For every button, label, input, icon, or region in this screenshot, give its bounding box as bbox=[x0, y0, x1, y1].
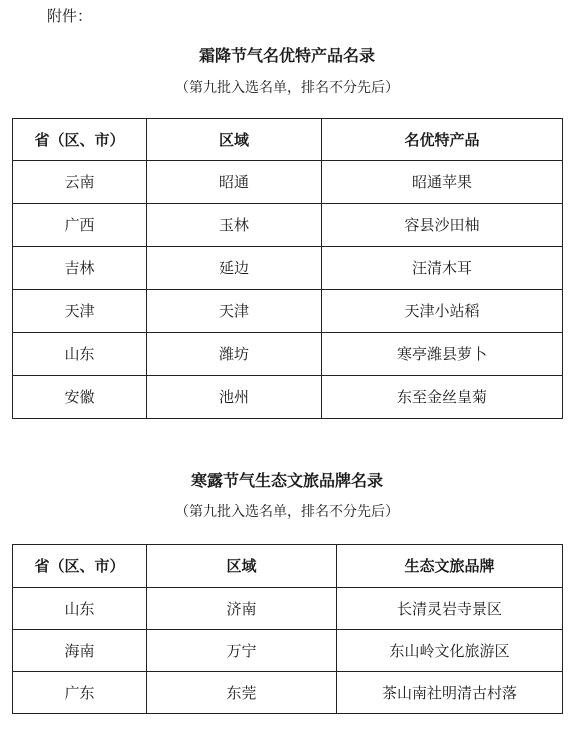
table-header-row bbox=[13, 119, 563, 161]
cell-province: 海南 bbox=[13, 630, 147, 672]
cell-region: 东莞 bbox=[147, 672, 337, 714]
cell-province: 广东 bbox=[13, 672, 147, 714]
table-row bbox=[13, 333, 563, 376]
cell-product: 汪清木耳 bbox=[322, 247, 563, 290]
cell-region: 延边 bbox=[147, 247, 322, 290]
cell-province: 吉林 bbox=[13, 247, 147, 290]
section1-title: 霜降节气名优特产品名录 bbox=[198, 46, 375, 65]
header-region: 区域 bbox=[147, 545, 337, 588]
cell-product: 寒亭潍县萝卜 bbox=[322, 333, 563, 376]
table-row bbox=[13, 161, 563, 204]
cell-province: 天津 bbox=[13, 290, 147, 333]
header-region: 区域 bbox=[147, 119, 322, 161]
cell-region: 万宁 bbox=[147, 630, 337, 672]
table-row bbox=[13, 290, 563, 333]
cell-region: 玉林 bbox=[147, 204, 322, 247]
cell-province: 山东 bbox=[13, 333, 147, 376]
attachment-label: 附件： bbox=[47, 7, 93, 25]
header-province: 省（区、市） bbox=[13, 545, 147, 588]
cell-province: 山东 bbox=[13, 588, 147, 630]
table-row bbox=[13, 672, 563, 714]
products-table bbox=[12, 118, 563, 419]
cell-brand: 东山岭文化旅游区 bbox=[337, 630, 563, 672]
table-row bbox=[13, 204, 563, 247]
cell-product: 昭通苹果 bbox=[322, 161, 563, 204]
section2-title: 寒露节气生态文旅品牌名录 bbox=[190, 471, 383, 490]
section2-subtitle: （第九批入选名单，排名不分先后） bbox=[175, 504, 399, 520]
cell-product: 容县沙田柚 bbox=[322, 204, 563, 247]
cell-brand: 长清灵岩寺景区 bbox=[337, 588, 563, 630]
cell-brand: 茶山南社明清古村落 bbox=[337, 672, 563, 714]
table-row bbox=[13, 376, 563, 419]
cell-province: 安徽 bbox=[13, 376, 147, 419]
cell-region: 天津 bbox=[147, 290, 322, 333]
header-brand: 生态文旅品牌 bbox=[337, 545, 563, 588]
cell-province: 云南 bbox=[13, 161, 147, 204]
table-header-row bbox=[13, 545, 563, 588]
cell-product: 东至金丝皇菊 bbox=[322, 376, 563, 419]
header-province: 省（区、市） bbox=[13, 119, 147, 161]
cell-product: 天津小站稻 bbox=[322, 290, 563, 333]
cell-region: 池州 bbox=[147, 376, 322, 419]
cell-region: 昭通 bbox=[147, 161, 322, 204]
table-row bbox=[13, 630, 563, 672]
table-row bbox=[13, 247, 563, 290]
cell-region: 济南 bbox=[147, 588, 337, 630]
section1-subtitle: （第九批入选名单，排名不分先后） bbox=[175, 80, 399, 96]
table-row bbox=[13, 588, 563, 630]
cell-province: 广西 bbox=[13, 204, 147, 247]
cell-region: 潍坊 bbox=[147, 333, 322, 376]
header-product: 名优特产品 bbox=[322, 119, 563, 161]
brands-table bbox=[12, 544, 563, 714]
